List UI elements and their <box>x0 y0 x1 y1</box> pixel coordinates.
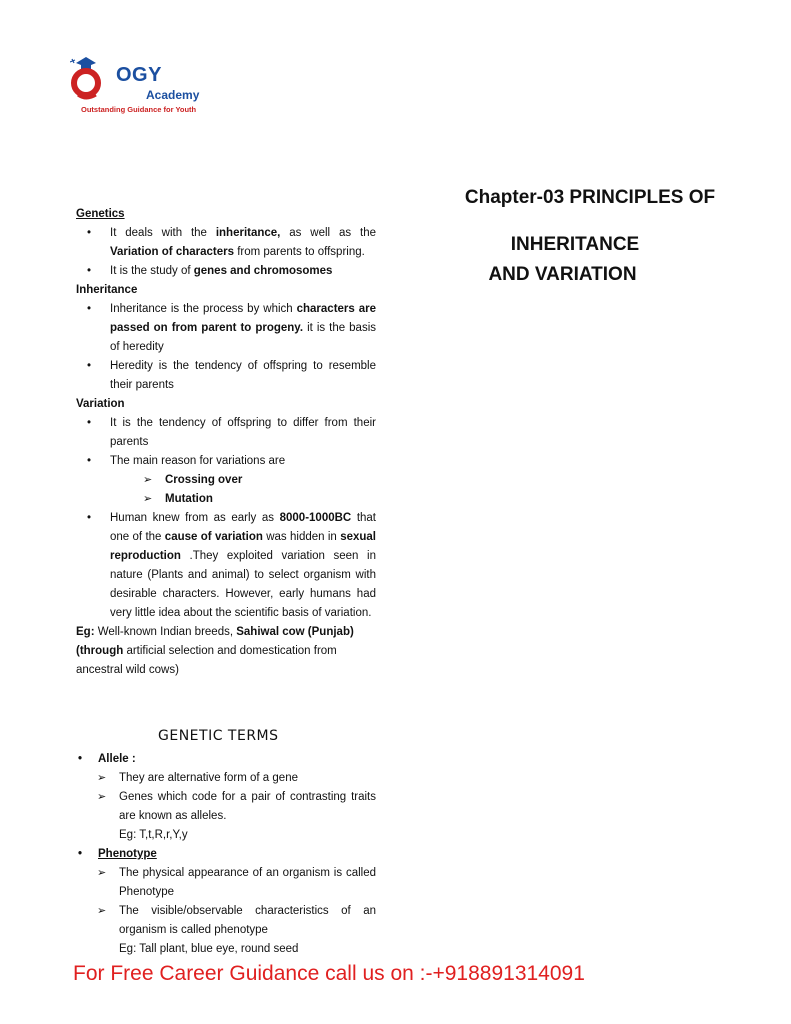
logo-tagline: Outstanding Guidance for Youth <box>81 105 197 114</box>
footer-contact: For Free Career Guidance call us on :-+918891314091 <box>73 962 585 985</box>
genetics-heading: Genetics <box>76 208 125 220</box>
list-item: • Inheritance is the process by which characters are passed on from parent to progeny. it is the basis of heredity <box>76 300 376 357</box>
sub-list-item: ➢ Crossing over <box>76 471 376 490</box>
sub-list-item: ➢ Genes which code for a pair of contrasting traits are known as alleles. <box>76 788 376 826</box>
chapter-title-line-3: AND VARIATION <box>488 263 637 285</box>
variation-heading: Variation <box>76 398 125 410</box>
sub-list-item: ➢ The visible/observable characteristics of an organism is called phenotype <box>76 902 376 940</box>
sub-list-item: ➢ They are alternative form of a gene <box>76 769 376 788</box>
chapter-title-line-1: Chapter-03 PRINCIPLES OF <box>464 187 716 208</box>
list-item: • It is the tendency of offspring to differ from their parents <box>76 414 376 452</box>
list-item: • It is the study of genes and chromosomes <box>76 262 376 281</box>
academy-logo <box>70 55 210 120</box>
notes-column <box>76 205 376 680</box>
list-item: • Heredity is the tendency of offspring to resemble their parents <box>76 357 376 395</box>
list-item: • The main reason for variations are <box>76 452 376 471</box>
logo-name: OGY <box>116 64 162 86</box>
genetic-terms-title: GENETIC TERMS <box>158 728 279 744</box>
example-text: Eg: Well-known Indian breeds, Sahiwal cow (Punjab) (through artificial selection and domestication from ancestral wild cows) <box>76 626 354 676</box>
list-item: • It deals with the inheritance, as well as the Variation of characters from parents to offspring. <box>76 224 376 262</box>
allele-heading: • Allele : <box>76 750 376 769</box>
list-item: • Human knew from as early as 8000-1000BC that one of the cause of variation was hidden in sexual reproduction .They exploited variation seen in nature (Plants and animal) to select organism with desirable characters. However, early humans had very little idea about the scientific basis of variation. <box>76 509 376 623</box>
sub-list-item: ➢ Mutation <box>76 490 376 509</box>
chapter-title <box>420 186 760 286</box>
inheritance-heading: Inheritance <box>76 284 138 296</box>
example-text: Eg: Tall plant, blue eye, round seed <box>119 943 299 955</box>
chapter-title-line-2: INHERITANCE <box>510 233 640 255</box>
logo-mark-icon <box>70 55 114 105</box>
logo-sub: Academy <box>146 88 200 102</box>
example-text: Eg: T,t,R,r,Y,y <box>119 829 188 841</box>
sub-list-item: ➢ The physical appearance of an organism is called Phenotype <box>76 864 376 902</box>
phenotype-heading: • Phenotype <box>76 845 376 864</box>
genetic-terms-list <box>76 750 376 959</box>
